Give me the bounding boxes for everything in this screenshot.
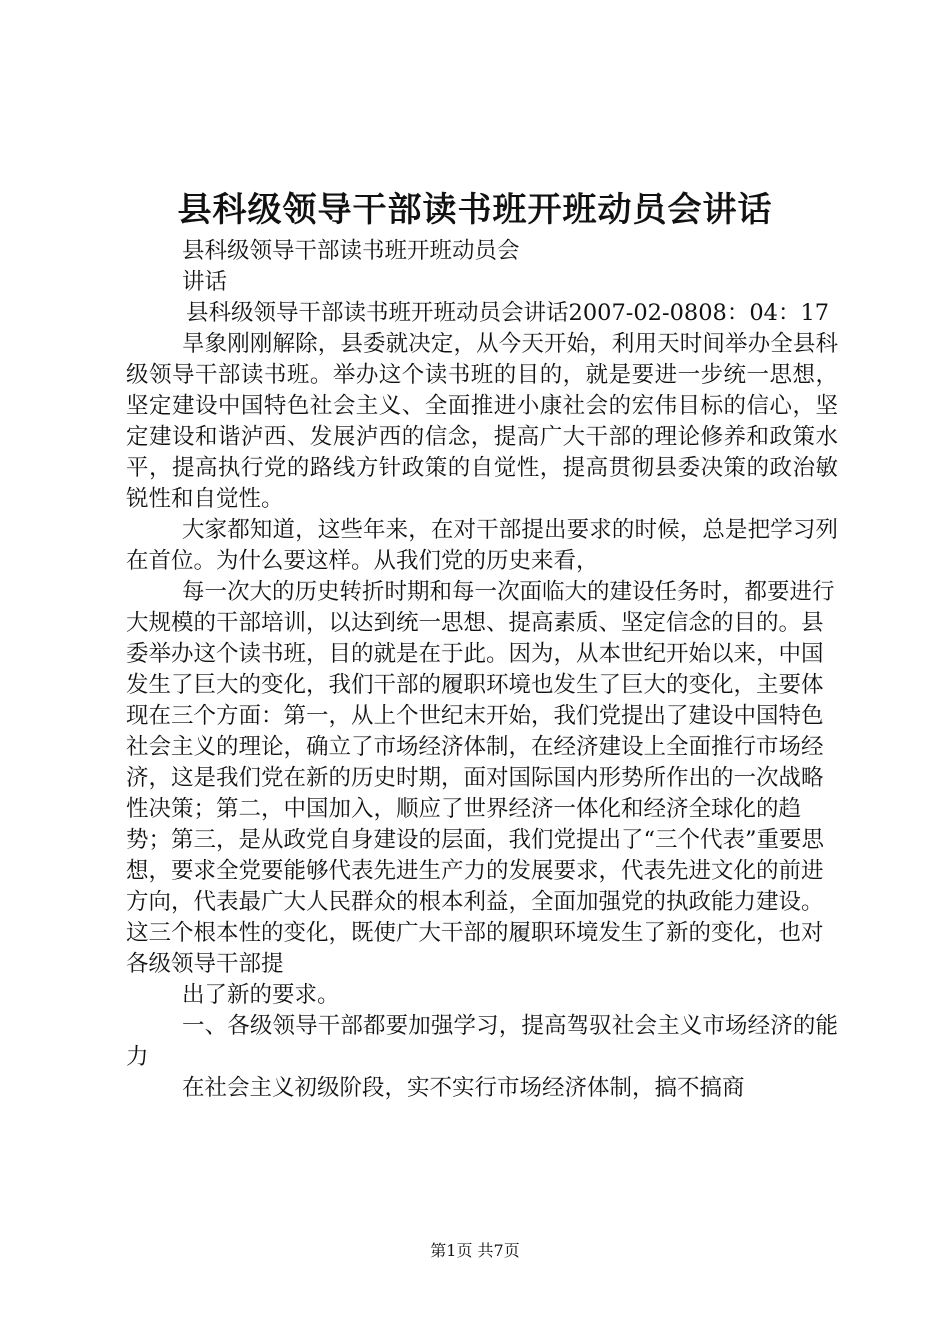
paragraph-date: 县科级领导干部读书班开班动员会讲话2007-02-0808：04：17: [186, 300, 830, 326]
paragraph-new-requirements: 出了新的要求。: [182, 982, 340, 1008]
paragraph-subtitle-line2: 讲话: [182, 269, 228, 295]
paragraph-heading-one: 一、各级领导干部都要加强学习，提高驾驭社会主义市场经济的能力: [126, 1013, 838, 1070]
paragraph-intro: 旱象刚刚解除，县委就决定，从今天开始，利用天时间举办全县科级领导干部读书班。举办这个读书班的目的，就是要进一步统一思想，坚定建设中国特色社会主义、全面推进小康社会的宏伟目标的信心，坚定建设和谐泸西、发展泸西的信念，提高广大干部的理论修养和政策水平，提高执行党的路线方针政策的自觉性，提高贯彻县委决策的政治敏锐性和自觉性。: [126, 331, 838, 512]
paragraph-subtitle-line1: 县科级领导干部读书班开班动员会: [182, 238, 520, 264]
page-footer: 第1页 共7页: [430, 1241, 520, 1260]
paragraph-history: 每一次大的历史转折时期和每一次面临大的建设任务时，都要进行大规模的干部培训，以达到统一思想、提高素质、坚定信念的目的。县委举办这个读书班，目的就是在于此。因为，从本世纪开始以来，中国发生了巨大的变化，我们干部的履职环境也发生了巨大的变化，主要体现在三个方面：第一，从上个世纪末开始，我们党提出了建设中国特色社会主义的理论，确立了市场经济体制，在经济建设上全面推行市场经济，这是我们党在新的历史时期，面对国际国内形势所作出的一次战略性决策；第二，中国加入，顺应了世界经济一体化和经济全球化的趋势；第三，是从政党自身建设的层面，我们党提出了“三个代表”重要思想，要求全党要能够代表先进生产力的发展要求，代表先进文化的前进方向，代表最广大人民群众的根本利益，全面加强党的执政能力建设。这三个根本性的变化，既使广大干部的履职环境发生了新的变化，也对各级领导干部提: [126, 579, 835, 977]
paragraph-study-first: 大家都知道，这些年来，在对干部提出要求的时候，总是把学习列在首位。为什么要这样。从我们党的历史来看，: [126, 517, 838, 574]
document-body: [126, 236, 838, 1104]
document-title: 县科级领导干部读书班开班动员会讲话: [177, 190, 773, 230]
paragraph-market-economy: 在社会主义初级阶段，实不实行市场经济体制，搞不搞商: [182, 1075, 745, 1101]
